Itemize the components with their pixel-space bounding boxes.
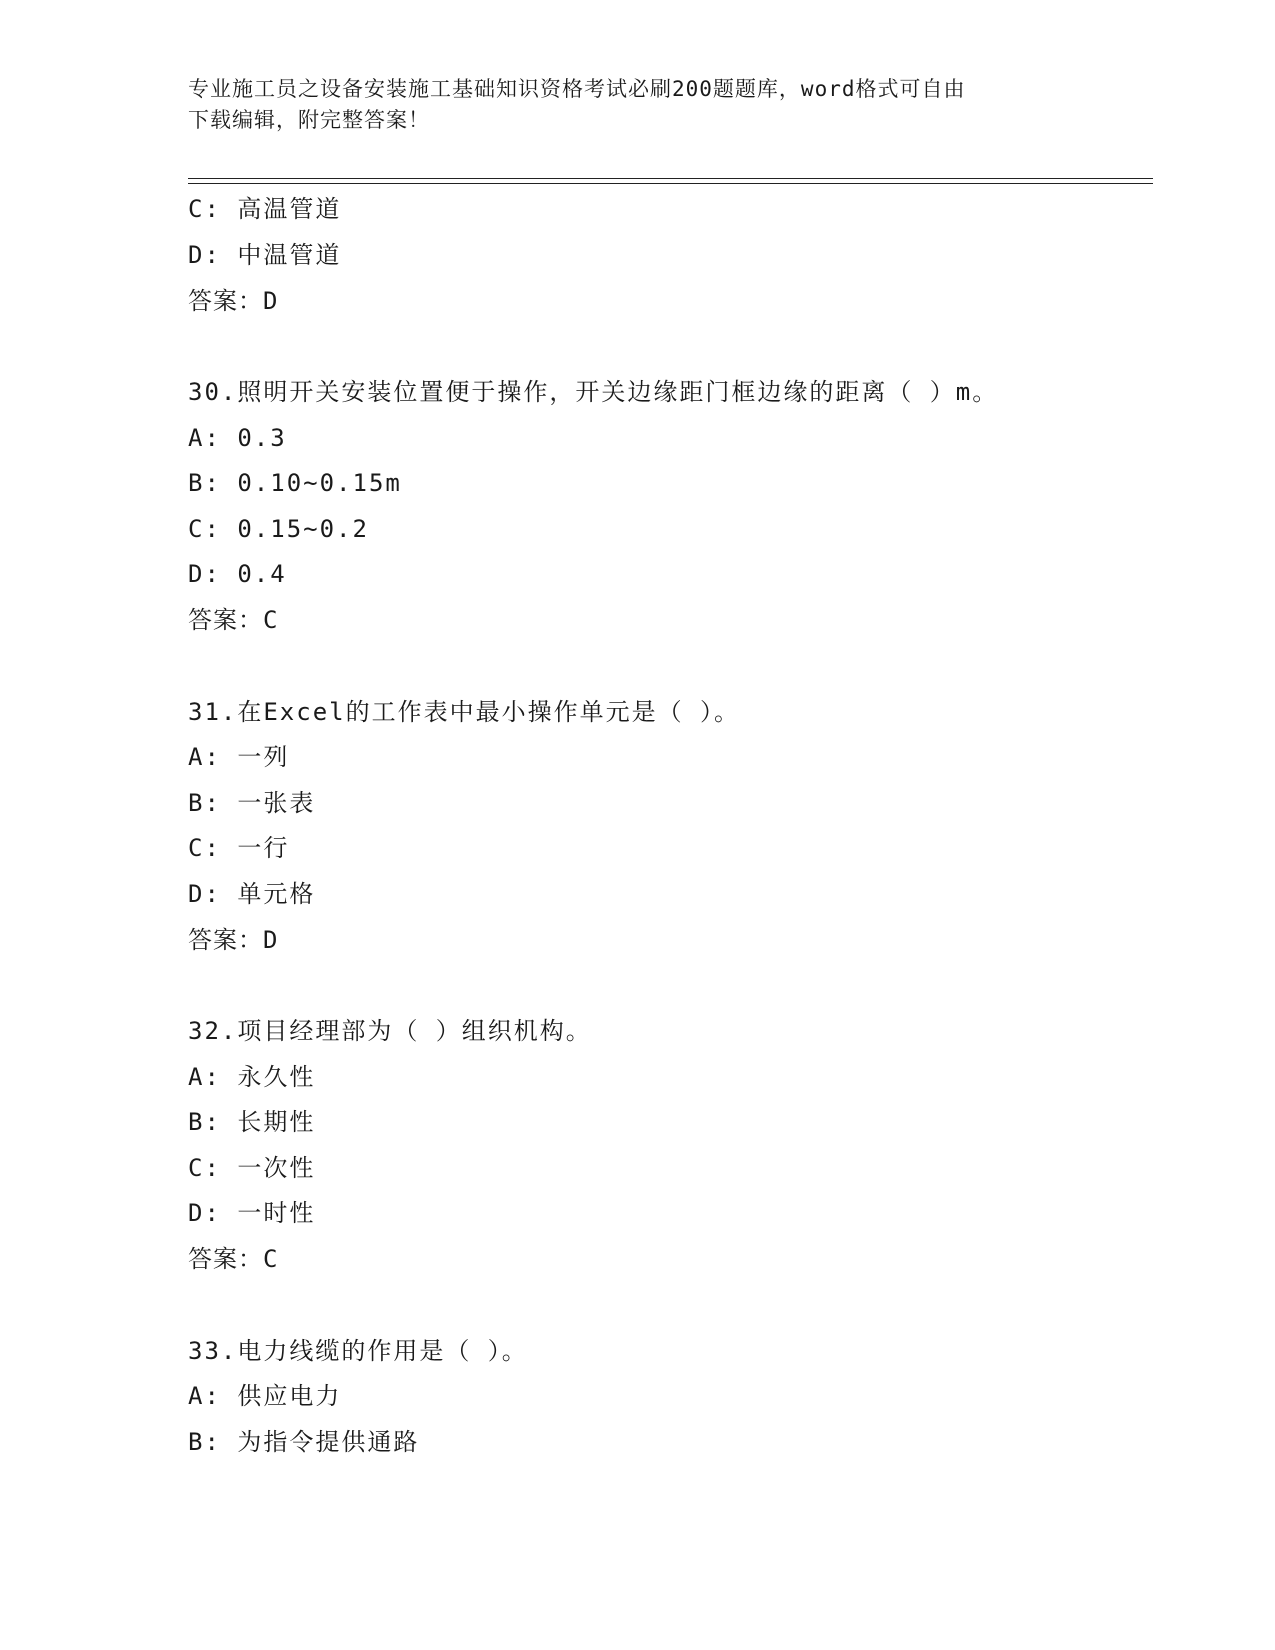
- question-32-option-b: B: 长期性: [188, 1108, 316, 1136]
- question-30-option-c: C: 0.15~0.2: [188, 515, 369, 543]
- header-line-1: 专业施工员之设备安装施工基础知识资格考试必刷200题题库，word格式可自由: [188, 77, 966, 101]
- header-line-2: 下载编辑，附完整答案！: [188, 108, 430, 132]
- question-32-text: 32.项目经理部为（ ）组织机构。: [188, 1017, 592, 1045]
- question-30-option-a: A: 0.3: [188, 424, 287, 452]
- header-rule-top: [188, 178, 1153, 179]
- prev-answer: 答案：D: [188, 287, 279, 315]
- question-30-option-b: B: 0.10~0.15m: [188, 469, 402, 497]
- question-31-text: 31.在Excel的工作表中最小操作单元是（ ）。: [188, 698, 741, 726]
- question-33-text: 33.电力线缆的作用是（ ）。: [188, 1337, 528, 1365]
- document-header: [188, 74, 1068, 136]
- question-32-option-a: A: 永久性: [188, 1063, 316, 1091]
- question-31-option-d: D: 单元格: [188, 880, 316, 908]
- prev-option-d: D: 中温管道: [188, 241, 342, 269]
- question-32-option-c: C: 一次性: [188, 1154, 316, 1182]
- question-32-answer: 答案：C: [188, 1245, 279, 1273]
- question-31-option-c: C: 一行: [188, 834, 290, 862]
- prev-option-c: C: 高温管道: [188, 195, 342, 223]
- question-31-option-b: B: 一张表: [188, 789, 316, 817]
- question-30-answer: 答案：C: [188, 606, 279, 634]
- question-31-option-a: A: 一列: [188, 743, 290, 771]
- question-30-option-d: D: 0.4: [188, 560, 287, 588]
- question-32-option-d: D: 一时性: [188, 1199, 316, 1227]
- question-33-option-a: A: 供应电力: [188, 1382, 342, 1410]
- question-30-text: 30.照明开关安装位置便于操作，开关边缘距门框边缘的距离（ ）m。: [188, 378, 999, 406]
- question-33-option-b: B: 为指令提供通路: [188, 1428, 420, 1456]
- question-31-answer: 答案：D: [188, 926, 279, 954]
- header-rule-bottom: [188, 183, 1153, 184]
